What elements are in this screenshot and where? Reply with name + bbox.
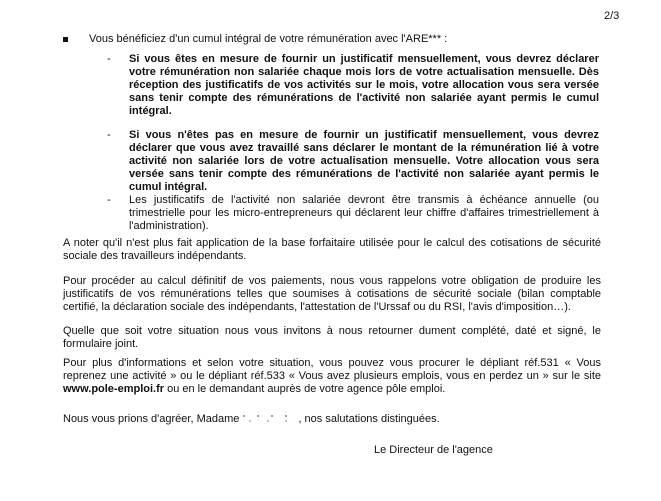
bullet-text: Vous bénéficiez d'un cumul intégral de votre rémunération avec l'ARE*** : <box>89 33 448 45</box>
info-text-end: ou en le demandant auprès de votre agence pôle emploi. <box>164 383 446 395</box>
paragraph-info <box>63 357 601 396</box>
info-text-start: Pour plus d'informations et selon votre situation, vous pouvez vous procurer le dépliant réf.531 « Vous reprenez une activité » ou le dépliant réf.533 « Vous avez plusieurs emplois, vous en perdez un » sur le site <box>63 357 601 382</box>
paragraph-note: A noter qu'il n'est plus fait application de la base forfaitaire utilisée pour le calcul des cotisations de sécurité sociale des travailleurs indépendants. <box>63 237 601 262</box>
website-link[interactable]: www.pole-emploi.fr <box>63 383 165 395</box>
dash-bullet-icon: - <box>107 53 111 65</box>
paragraph-calcul: Pour procéder au calcul définitif de vos paiements, nous vous rappelons votre obligation de produire les justificatifs de vos rémunérations telles que soumises à cotisations de sécurité sociale (bilan comptable certifié, la déclaration sociale des indépendants, l'attestation de l'Urssaf ou du RSI, l'avis d'imposition…). <box>63 275 601 313</box>
closing-formula <box>63 413 440 426</box>
dash-bullet-icon: - <box>107 129 111 141</box>
signature: Le Directeur de l'agence <box>374 444 493 456</box>
redacted-name <box>242 414 298 423</box>
sub-item-text: Si vous êtes en mesure de fournir un justificatif mensuellement, vous devrez déclarer votre rémunération non salariée chaque mois lors de votre actualisation mensuelle. Dès réception des justificatifs de vos activités sur le mois, votre allocation vous sera versée sans tenir compte des rémunérations de l'activité non salariée ayant permis le cumul intégral. <box>129 53 599 117</box>
sub-item-text: Si vous n'êtes pas en mesure de fournir un justificatif mensuellement, vous devrez déclarer que vous avez travaillé sans déclarer le montant de la rémunération lié à votre activité non salariée lors de votre actualisation mensuelle. Votre allocation vous sera versée sans tenir compte des rémunérations de l'activité non salariée ayant permis le cumul intégral. <box>129 129 599 193</box>
paragraph-retour: Quelle que soit votre situation nous vous invitons à nous retourner dument complété, daté et signé, le formulaire joint. <box>63 325 601 350</box>
closing-text-start: Nous vous prions d'agréer, Madame <box>63 413 240 425</box>
page-number: 2/3 <box>604 10 620 22</box>
dash-bullet-icon: - <box>107 194 111 206</box>
closing-text-end: , nos salutations distinguées. <box>298 413 440 425</box>
square-bullet-icon <box>63 37 68 42</box>
sub-item-text: Les justificatifs de l'activité non salariée devront être transmis à échéance annuelle (ou trimestrielle pour les micro-entrepreneurs qui déclarent leur chiffre d'affaires trimestriellement à l'administration). <box>129 194 599 232</box>
